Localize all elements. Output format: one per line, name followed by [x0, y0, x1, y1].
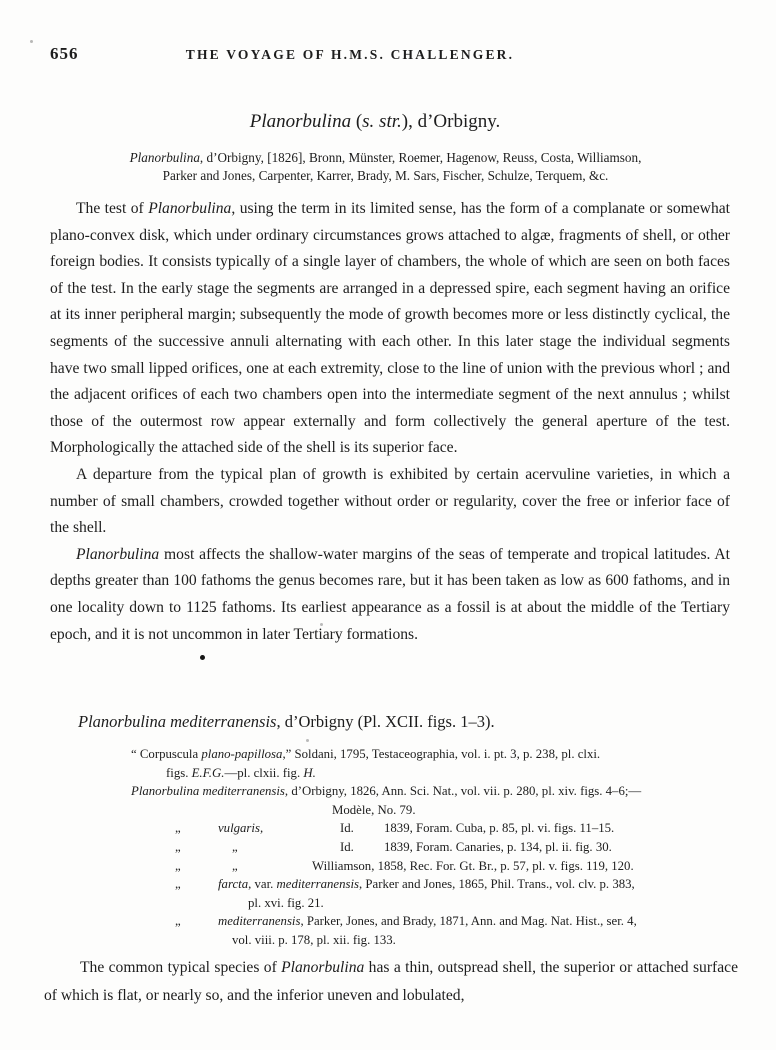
text-run: The test of: [76, 200, 149, 217]
synonymy-segment: [131, 747, 600, 762]
synonymy-line: [0, 914, 776, 933]
page-number: 656: [50, 44, 79, 63]
text-run: has a thin, outspread shell, the superior or attached surface of which is flat, or nearly so, and the inferior uneven and lobulated,: [44, 959, 738, 1004]
synonymy-line: [0, 784, 776, 803]
text-run: „: [232, 858, 238, 873]
synonymy-segment: [131, 784, 641, 799]
synonymy-segment: [232, 933, 396, 948]
genus-synonymy: [128, 149, 643, 184]
species-description: [44, 954, 738, 1010]
ink-dot-artifact: [200, 655, 205, 660]
italic-text-run: s. str.: [362, 111, 402, 132]
synonymy-line: [0, 877, 776, 896]
text-run: Williamson, 1858, Rec. For. Gt. Br., p. 57, pl. v. figs. 119, 120.: [312, 858, 634, 873]
synonymy-segment: [312, 859, 634, 874]
italic-text-run: plano-papillosa: [201, 747, 283, 761]
synonymy-segment: [218, 821, 263, 836]
synonymy-line: [0, 859, 776, 878]
text-run: , d’Orbigny (Pl. XCII. figs. 1–3).: [276, 712, 495, 731]
text-run: „: [175, 877, 181, 892]
synonymy-line: [0, 747, 776, 766]
synonymy-line: [0, 821, 776, 840]
ink-speck-artifact: [30, 40, 33, 43]
italic-text-run: mediterranensis: [276, 877, 359, 892]
text-run: „: [232, 839, 238, 854]
text-run: “ Corpuscula: [131, 747, 202, 761]
italic-text-run: Planorbulina: [249, 111, 352, 132]
text-run: 1839, Foram. Canaries, p. 134, pl. ii. fig. 30.: [384, 839, 612, 854]
paragraph: [44, 954, 738, 1010]
text-run: pl. xvi. fig. 21.: [248, 895, 324, 910]
text-run: „: [175, 839, 181, 854]
italic-text-run: Planorbulina mediterranensis: [78, 712, 277, 731]
italic-text-run: Planorbulina mediterranensis: [131, 784, 285, 799]
running-title: THE VOYAGE OF H.M.S. CHALLENGER.: [185, 47, 515, 62]
italic-text-run: mediterranensis: [218, 914, 301, 929]
ditto-mark: [175, 821, 181, 836]
text-run: figs.: [166, 765, 192, 780]
text-run: , var.: [248, 877, 277, 892]
text-run: , Parker and Jones, 1865, Phil. Trans., vol. clv. p. 383,: [359, 877, 635, 892]
synonymy-line: [0, 803, 776, 822]
synonymy-line: [0, 766, 776, 785]
italic-text-run: Planorbulina: [129, 150, 200, 165]
text-run: Id.: [340, 839, 354, 854]
text-run: vol. viii. p. 178, pl. xii. fig. 133.: [232, 932, 396, 947]
ink-speck-artifact: [306, 739, 309, 742]
text-run: Id.: [340, 821, 354, 836]
italic-text-run: Planorbulina: [281, 959, 365, 976]
ditto-mark: [232, 840, 238, 855]
text-run: Modèle, No. 79.: [332, 802, 416, 817]
text-run: , d’Orbigny, 1826, Ann. Sci. Nat., vol. vii. p. 280, pl. xiv. figs. 4–6;—: [284, 784, 642, 799]
text-run: „: [175, 821, 181, 836]
species-synonymy-list: [0, 747, 776, 952]
text-run: , d’Orbigny, [1826], Bronn, Münster, Roemer, Hagenow, Reuss, Costa, Williamson, Parker and Jones, Carpenter, Karrer, Brady, M. Sars, Fischer, Schulze, Terquem, &c.: [162, 150, 642, 183]
synonymy-segment: [166, 766, 316, 781]
ink-speck-artifact: [320, 623, 323, 626]
text-run: most affects the shallow-water margins of the seas of temperate and tropical latitudes. At depths greater than 100 fathoms the genus becomes rare, but it has been taken as low as 600 fathoms, and in one locality down to 1125 fathoms. Its earliest appearance as a fossil is at about the middle of the Tertiary epoch, and it is not uncommon in later Tertiary formations.: [50, 545, 730, 643]
synonymy-line: [0, 840, 776, 859]
italic-text-run: vulgaris,: [218, 821, 264, 836]
text-run: 1839, Foram. Cuba, p. 85, pl. vi. figs. 11–15.: [384, 821, 615, 836]
genus-description: [50, 196, 730, 648]
text-run: (: [351, 111, 363, 132]
italic-text-run: farcta: [218, 877, 249, 892]
text-run: „: [175, 858, 181, 873]
paragraph: [50, 462, 730, 542]
species-heading: [78, 712, 495, 732]
text-run: „: [175, 914, 181, 929]
text-run: The common typical species of: [80, 959, 282, 976]
synonymy-line: [0, 933, 776, 952]
italic-text-run: E.F.G.: [191, 765, 225, 780]
genus-heading: [75, 111, 675, 133]
synonymy-segment: [340, 840, 354, 855]
text-run: —pl. clxii. fig.: [224, 765, 304, 780]
italic-text-run: Planorbulina: [148, 200, 232, 217]
synonymy-line: [0, 896, 776, 915]
text-run: A departure from the typical plan of growth is exhibited by certain acervuline varieties, in which a number of small chambers, crowded together without order or regularity, cover the free or inferior face of the shell.: [50, 465, 730, 537]
synonymy-segment: [218, 914, 637, 929]
synonymy-segment: [218, 877, 635, 892]
italic-text-run: Planorbulina: [76, 545, 160, 563]
synonymy-segment: [332, 803, 416, 818]
text-run: , Parker, Jones, and Brady, 1871, Ann. and Mag. Nat. Hist., ser. 4,: [300, 914, 637, 929]
paragraph: [50, 542, 730, 648]
text-run: ), d’Orbigny.: [401, 111, 501, 132]
text-run: , using the term in its limited sense, has the form of a complanate or somewhat plano-convex disk, which under ordinary circumstances grows attached to algæ, fragments of shell, or other foreign bodies. It consists typically of a single layer of chambers, the whole of which are seen on both faces of the test. In the early stage the segments are arranged in a depressed spire, each segment having an orifice at its inner peripheral margin; subsequently the mode of growth becomes more or less distinctly cyclical, the segments of the successive annuli alternating with each other. In this later stage the individual segments have two small lipped orifices, one at each extremity, close to the line of union with the previous whorl ; and the adjacent orifices of each two chambers open into the intermediate segment of the next annulus ; whilst those of the outermost row appear externally and form collectively the general aperture of the test. Morphologically the attached side of the shell is its superior face.: [50, 200, 730, 457]
ditto-mark: [175, 914, 181, 929]
italic-text-run: H.: [303, 765, 316, 780]
paragraph: [50, 196, 730, 462]
synonymy-segment: [384, 821, 614, 836]
synonymy-segment: [340, 821, 354, 836]
text-run: ,” Soldani, 1795, Testaceographia, vol. i. pt. 3, p. 238, pl. clxi.: [282, 747, 601, 761]
synonymy-segment: [248, 896, 324, 911]
ditto-mark: [175, 840, 181, 855]
synonymy-segment: [384, 840, 612, 855]
ditto-mark: [175, 859, 181, 874]
ditto-mark: [232, 859, 238, 874]
ditto-mark: [175, 877, 181, 892]
